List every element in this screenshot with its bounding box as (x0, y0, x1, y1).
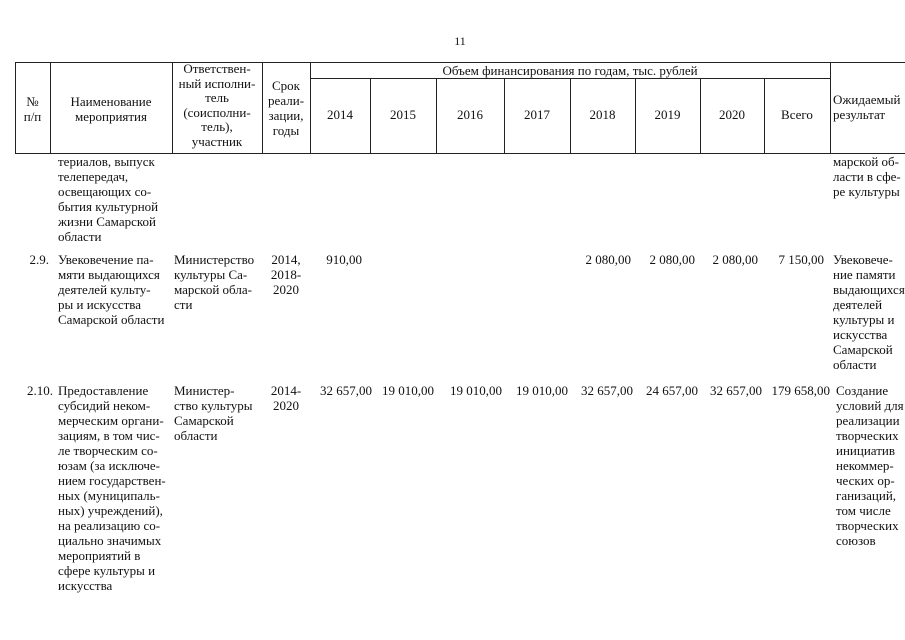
value-2015: 19 010,00 (382, 383, 434, 398)
header-year-2017: 2017 (524, 107, 550, 122)
row-number: 2.10. (27, 383, 53, 398)
value-2014: 32 657,00 (320, 383, 372, 398)
row-responsible: Министер- ство культуры Самарской области (174, 383, 253, 443)
row-name: Увековечение па- мяти выдающихся деятелей культу- ры и искусства Самарской области (58, 252, 165, 327)
value-2020: 2 080,00 (712, 252, 758, 267)
row-term: 2014- 2020 (270, 383, 302, 413)
header-year-2014: 2014 (327, 107, 353, 122)
value-2014: 910,00 (326, 252, 362, 267)
header-result: Ожидаемый результат (833, 92, 901, 122)
row-name: териалов, выпуск телепередач, освещающих со- бытия культурной жизни Самарской области (58, 154, 159, 244)
value-2020: 32 657,00 (710, 383, 762, 398)
value-2016: 19 010,00 (450, 383, 502, 398)
value-2018: 2 080,00 (585, 252, 631, 267)
row-result: Создание условий для реализации творческих инициатив некоммер- ческих ор- ганизаций, том числе творческих союзов (836, 383, 904, 548)
header-funding-group: Объем финансирования по годам, тыс. рублей (442, 63, 698, 78)
header-total: Всего (781, 107, 813, 122)
row-responsible: Министерство культуры Са- марской обла- сти (174, 252, 255, 312)
header-year-2019: 2019 (654, 107, 681, 122)
header-num: № п/п (23, 94, 42, 124)
page-number: 11 (454, 34, 466, 48)
row-name: Предоставление субсидий неком- мерческим органи- зациям, в том чис- ле творческим со- юзам (за исключе- нием государствен- ных (муниципаль- ных) учреждений), на реализацию со- циально значимых мероприятий в сфере культуры и искусства (58, 383, 166, 593)
value-total: 179 658,00 (771, 383, 830, 398)
header-responsible: Ответствен- ный исполни- тель (соисполни- тель), участник (178, 61, 256, 149)
row-number: 2.9. (29, 252, 49, 267)
header-name: Наименование мероприятия (70, 94, 152, 124)
row-term: 2014, 2018- 2020 (270, 252, 302, 297)
row-result: Увековече- ние памяти выдающихся деятелей культуры и искусства Самарской области (833, 252, 905, 372)
header-year-2018: 2018 (589, 107, 616, 122)
header-term: Срок реали- зации, годы (267, 78, 305, 138)
row-result: марской об- ласти в сфе- ре культуры (833, 154, 901, 199)
value-2017: 19 010,00 (516, 383, 568, 398)
value-2018: 32 657,00 (581, 383, 633, 398)
header-year-2016: 2016 (457, 107, 483, 122)
header-year-2015: 2015 (390, 107, 416, 122)
value-total: 7 150,00 (778, 252, 824, 267)
value-2019: 2 080,00 (649, 252, 695, 267)
value-2019: 24 657,00 (646, 383, 698, 398)
header-year-2020: 2020 (719, 107, 745, 122)
